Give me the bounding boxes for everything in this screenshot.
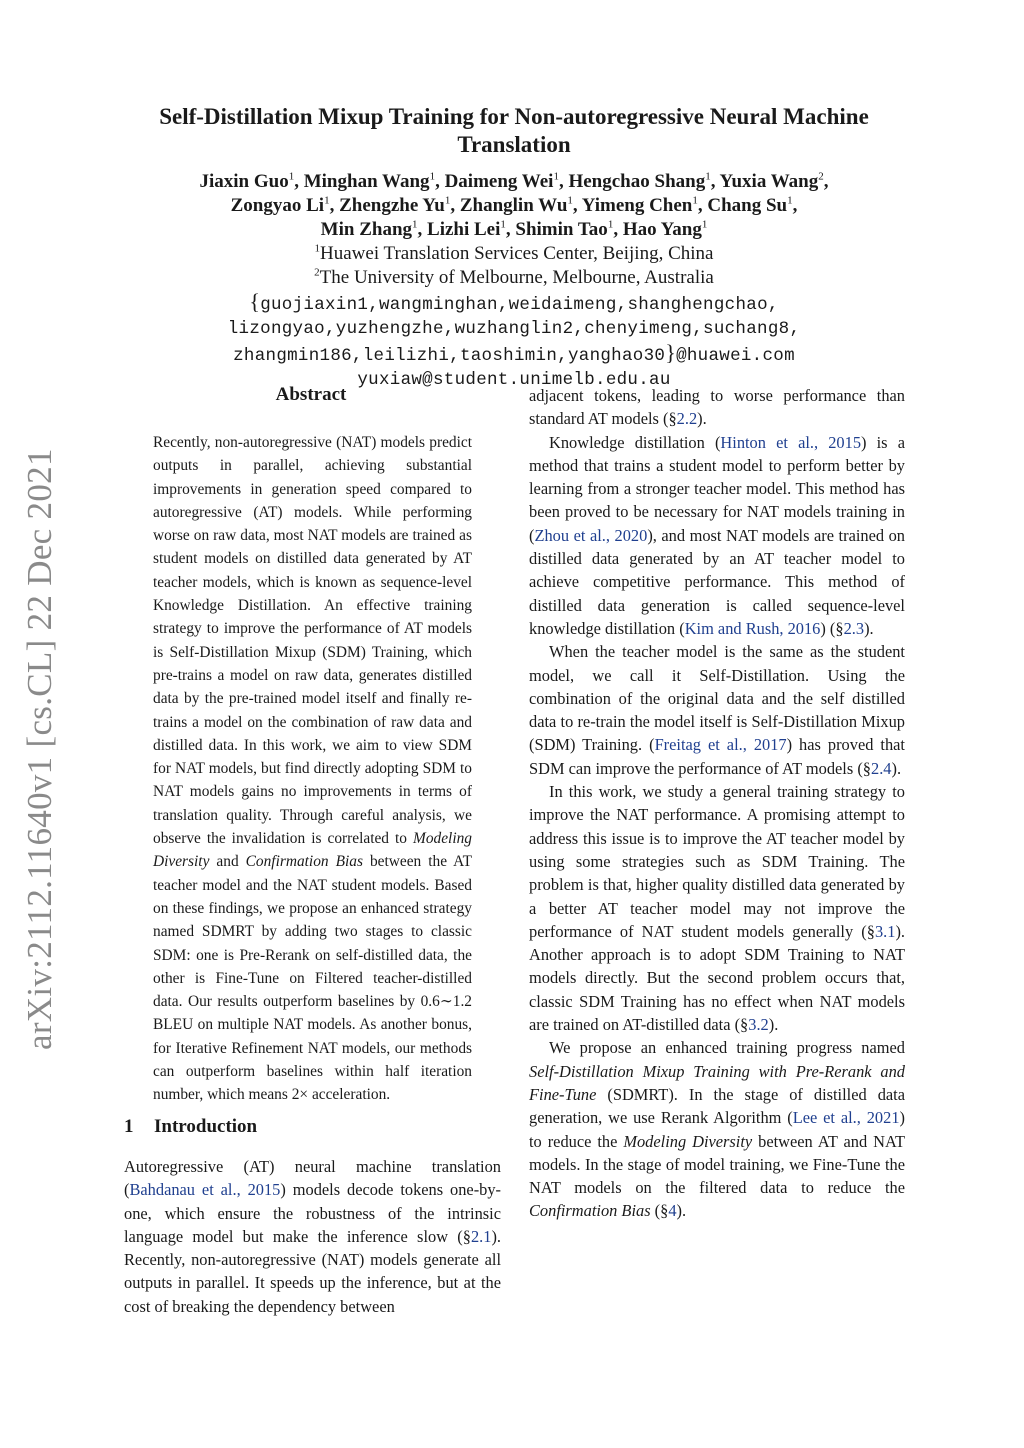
author-affil-mark: 1 bbox=[787, 194, 793, 207]
author-affil-mark: 1 bbox=[553, 170, 559, 183]
emphasis-text: Modeling Diversity bbox=[623, 1131, 753, 1151]
body-text: ). bbox=[864, 618, 874, 638]
body-text: ) to reduce the bbox=[529, 1108, 905, 1151]
body-text: ) is a method that trains a student model to perform better by learning from a stronger teacher model. This method has been proved to be necessary for NAT models training in ( bbox=[529, 432, 905, 545]
author-affil-mark: 1 bbox=[701, 218, 708, 231]
abstract-emphasis: Confirmation Bias bbox=[245, 853, 363, 871]
section-ref-link[interactable]: 3.1 bbox=[874, 921, 896, 941]
author-affil-mark: 1 bbox=[705, 170, 711, 183]
author-line-3: Min Zhang$^1$, Lizhi Lei$^1$, Shimin Tao$^1$, Hao Yang$^1$ bbox=[320, 218, 708, 240]
author-name: Yimeng Chen bbox=[581, 195, 693, 216]
author-affil-mark: 2 bbox=[818, 170, 824, 183]
abstract-text: Recently, non-autoregressive (NAT) models predict outputs in parallel, achieving substantial improvements in generation speed compared to autoregressive (AT) models. While performing worse on raw data, most NAT models are trained as student models on distilled data generated by AT teacher models, which is known as sequence-level Knowledge Distillation. An effective training strategy to improve the performance of AT models is Self-Distillation Mixup (SDM) Training, which pre-trains a model on raw data, generates distilled data by the pre-trained model itself and finally re-trains a model on the combination of raw data and distilled data. In this work, we aim to view SDM for NAT models, but find directly adopting SDM to NAT models gains no improvements in terms of translation quality. Through careful analysis, we observe the invalidation is correlated to bbox=[153, 434, 472, 848]
body-text: Knowledge distillation ( bbox=[549, 432, 721, 452]
section-ref-link[interactable]: 2.2 bbox=[676, 409, 698, 429]
author-name: Min Zhang bbox=[320, 219, 413, 240]
body-text: between AT and NAT models. In the stage of model training, we Fine-Tune the NAT models on the filtered data to reduce the bbox=[529, 1131, 905, 1198]
affiliation-text: Huawei Translation Services Center, Beijing, China bbox=[320, 243, 714, 264]
section-heading-introduction bbox=[124, 1115, 257, 1139]
paper-title bbox=[100, 103, 928, 159]
body-text: ) has proved that SDM can improve the performance of AT models (§ bbox=[529, 735, 905, 778]
emphasis-text: Self-Distillation Mixup Training with Pre-Rerank and Fine-Tune bbox=[529, 1061, 905, 1104]
citation-link[interactable]: Hinton et al., 2015 bbox=[720, 432, 862, 452]
title-line-2: Translation bbox=[457, 132, 571, 157]
abstract-body bbox=[153, 431, 472, 1107]
paragraph-proposal bbox=[529, 1036, 905, 1222]
body-text: adjacent tokens, leading to worse performance than standard AT models (§ bbox=[529, 386, 905, 429]
author-name: Minghan Wang bbox=[303, 171, 430, 192]
affiliation-mark: 2 bbox=[314, 266, 320, 279]
body-text: ), and most NAT models are trained on distilled data generated by an AT teacher model to achieve competitive performance. This method of distilled data generation is called sequence-level knowledge distillation ( bbox=[529, 525, 905, 638]
author-line-2: Zongyao Li$^1$, Zhengzhe Yu$^1$, Zhanglin Wu$^1$, Yimeng Chen$^1$, Chang Su$^1$, bbox=[230, 194, 798, 216]
author-name: Daimeng Wei bbox=[444, 171, 554, 192]
author-affil-mark: 1 bbox=[324, 194, 330, 207]
body-text: (SDMRT). In the stage of distilled data generation, we use Rerank Algorithm ( bbox=[529, 1084, 905, 1128]
author-affil-mark: 1 bbox=[607, 218, 614, 231]
body-text: In this work, we study a general training strategy to improve the NAT performance. A promising attempt to address this issue is to improve the AT teacher model by using some strategies such as SDM Training. The problem is that, higher quality distilled data generated by a better AT teacher model may not improve the performance of NAT student models generally (§ bbox=[529, 782, 905, 941]
paragraph-this-work bbox=[529, 780, 905, 1036]
close-brace: } bbox=[665, 340, 677, 365]
author-affil-mark: 1 bbox=[429, 170, 436, 183]
author-name: Shimin Tao bbox=[515, 219, 608, 240]
body-text: ). Another approach is to adopt SDM Training to NAT models directly. But the second problem occurs that, classic SDM Training has no effect when NAT models are trained on AT-distilled data (§ bbox=[529, 921, 905, 1035]
section-ref-link[interactable]: 2.1 bbox=[470, 1226, 492, 1246]
citation-link[interactable]: Bahdanau et al., 2015 bbox=[129, 1180, 281, 1200]
citation-link[interactable]: Freitag et al., 2017 bbox=[654, 735, 787, 755]
abstract-text: between the AT teacher model and the NAT student models. Based on these findings, we propose an enhanced strategy named SDMRT by adding two stages to classic SDM: one is Pre-Rerank on self-distilled data, the other is Fine-Tune on Filtered teacher-distilled data. Our results outperform baselines by 0.6∼1.2 BLEU on multiple NAT models. As another bonus, for Iterative Refinement NAT models, our methods can outperform baselines within half iteration number, which means 2× acceleration. bbox=[153, 853, 472, 1104]
paragraph-knowledge-distillation bbox=[529, 431, 905, 641]
author-affil-mark: 1 bbox=[412, 218, 418, 231]
body-text: ). bbox=[768, 1015, 779, 1035]
email-line-2: lizongyao,yuzhengzhe,wuzhanglin2,chenyimeng,suchang8, bbox=[227, 319, 801, 339]
email-line-4: yuxiaw@student.unimelb.edu.au bbox=[357, 370, 671, 390]
section-ref-link[interactable]: 4 bbox=[668, 1201, 677, 1221]
open-brace: { bbox=[249, 289, 261, 314]
abstract-heading: Abstract bbox=[275, 384, 347, 405]
abstract-text: and bbox=[209, 853, 246, 871]
section-ref-link[interactable]: 2.4 bbox=[871, 758, 892, 778]
abstract-emphasis: Modeling Diversity bbox=[153, 830, 472, 871]
body-text: When the teacher model is the same as the student model, we call it Self-Distillation. Using the combination of the original data and the self distilled data to re-train the model itself is Self-Distillation Mixup (SDM) Training. ( bbox=[529, 642, 905, 755]
paragraph-continuation bbox=[529, 384, 905, 431]
body-text: ). bbox=[676, 1201, 687, 1221]
author-name: Jiaxin Guo bbox=[199, 171, 289, 192]
intro-text: ). Recently, non-autoregressive (NAT) models generate all outputs in parallel. It speeds up the inference, but at the cost of breaking the dependency between bbox=[124, 1226, 501, 1316]
author-name: Lizhi Lei bbox=[427, 219, 501, 240]
section-number: 1 bbox=[124, 1116, 134, 1137]
citation-link[interactable]: Kim and Rush, 2016 bbox=[684, 618, 821, 638]
affiliation-mark: 1 bbox=[314, 242, 321, 255]
email-text: guojiaxin1,wangminghan,weidaimeng,shanghengchao, bbox=[260, 295, 779, 315]
title-line-1: Self-Distillation Mixup Training for Non-autoregressive Neural Machine bbox=[159, 104, 869, 129]
author-name: Chang Su bbox=[707, 195, 788, 216]
author-name: Yuxia Wang bbox=[719, 171, 819, 192]
body-text: ). bbox=[891, 758, 902, 778]
email-domain: @huawei.com bbox=[676, 346, 795, 366]
email-block bbox=[100, 290, 928, 392]
citation-link[interactable]: Lee et al., 2021 bbox=[792, 1108, 900, 1128]
arxiv-identifier: arXiv:2112.11640v1 [cs.CL] 22 Dec 2021 bbox=[20, 448, 59, 1050]
author-list bbox=[100, 170, 928, 242]
body-text: ) (§ bbox=[820, 618, 844, 638]
affiliation-1 bbox=[100, 242, 928, 266]
email-line-3 bbox=[100, 341, 928, 368]
section-ref-link[interactable]: 2.3 bbox=[843, 618, 865, 638]
affiliation-2 bbox=[100, 266, 928, 290]
author-affil-mark: 1 bbox=[692, 194, 698, 207]
author-affil-mark: 1 bbox=[288, 170, 295, 183]
author-name: Hengchao Shang bbox=[568, 171, 706, 192]
email-text: zhangmin186,leilizhi,taoshimin,yanghao30 bbox=[233, 346, 666, 366]
author-affil-mark: 1 bbox=[567, 194, 573, 207]
author-line-1: Jiaxin Guo$^1$, Minghan Wang$^1$, Daimeng Wei$^1$, Hengchao Shang$^1$, Yuxia Wang$^2$, bbox=[199, 170, 829, 192]
body-text: ). bbox=[697, 409, 707, 429]
introduction-paragraph bbox=[124, 1155, 501, 1318]
author-affil-mark: 1 bbox=[500, 218, 506, 231]
author-name: Zhanglin Wu bbox=[459, 195, 568, 216]
section-title: Introduction bbox=[154, 1116, 258, 1137]
author-name: Hao Yang bbox=[622, 219, 702, 240]
right-column bbox=[529, 384, 905, 1223]
intro-text: Autoregressive (AT) neural machine translation ( bbox=[124, 1157, 501, 1200]
section-ref-link[interactable]: 3.2 bbox=[748, 1015, 769, 1035]
affiliation-text: The University of Melbourne, Melbourne, Australia bbox=[319, 267, 714, 288]
author-name: Zongyao Li bbox=[230, 195, 325, 216]
emphasis-text: Confirmation Bias bbox=[529, 1201, 651, 1221]
citation-link[interactable]: Zhou et al., 2020 bbox=[534, 525, 648, 545]
body-text: (§ bbox=[650, 1201, 669, 1221]
email-line-1 bbox=[100, 290, 928, 317]
intro-text: ) models decode tokens one-by-one, which ensure the robustness of the intrinsic language model but make the inference slow (§ bbox=[124, 1180, 501, 1246]
body-text: We propose an enhanced training progress named bbox=[549, 1038, 905, 1058]
author-name: Zhengzhe Yu bbox=[339, 195, 445, 216]
author-affil-mark: 1 bbox=[444, 194, 451, 207]
paragraph-self-distillation bbox=[529, 640, 905, 780]
